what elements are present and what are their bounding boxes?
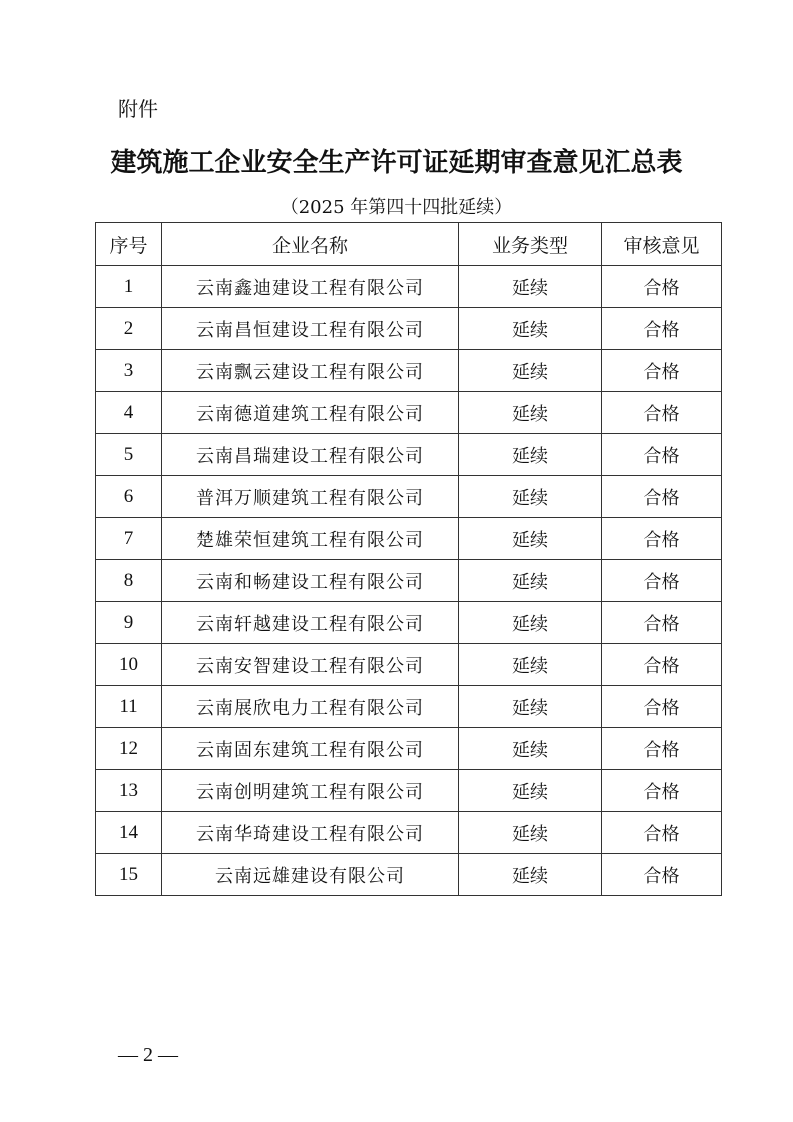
header-serial-number: 序号	[96, 223, 162, 266]
business-type-cell: 延续	[459, 812, 602, 854]
company-name-cell: 云南华琦建设工程有限公司	[162, 812, 459, 854]
business-type-cell: 延续	[459, 560, 602, 602]
document-subtitle: （2025 年第四十四批延续）	[280, 197, 513, 218]
serial-number-cell: 13	[96, 770, 162, 812]
table-row	[96, 812, 722, 854]
document-title: 建筑施工企业安全生产许可证延期审查意见汇总表	[110, 148, 683, 178]
company-name-cell: 云南安智建设工程有限公司	[162, 644, 459, 686]
serial-number-cell: 8	[96, 560, 162, 602]
company-name-cell: 楚雄荣恒建筑工程有限公司	[162, 518, 459, 560]
business-type-cell: 延续	[459, 308, 602, 350]
serial-number-cell: 9	[96, 602, 162, 644]
table-row	[96, 686, 722, 728]
table-row	[96, 266, 722, 308]
company-name-cell: 云南昌瑞建设工程有限公司	[162, 434, 459, 476]
business-type-cell: 延续	[459, 266, 602, 308]
table-row	[96, 392, 722, 434]
company-name-cell: 云南鑫迪建设工程有限公司	[162, 266, 459, 308]
business-type-cell: 延续	[459, 686, 602, 728]
serial-number-cell: 2	[96, 308, 162, 350]
serial-number-cell: 4	[96, 392, 162, 434]
business-type-cell: 延续	[459, 602, 602, 644]
review-opinion-cell: 合格	[602, 518, 722, 560]
review-opinion-cell: 合格	[602, 392, 722, 434]
company-name-cell: 云南远雄建设有限公司	[162, 854, 459, 896]
review-opinion-cell: 合格	[602, 350, 722, 392]
table-row	[96, 728, 722, 770]
company-name-cell: 云南飘云建设工程有限公司	[162, 350, 459, 392]
header-business-type: 业务类型	[459, 223, 602, 266]
business-type-cell: 延续	[459, 644, 602, 686]
table-row	[96, 308, 722, 350]
business-type-cell: 延续	[459, 728, 602, 770]
review-opinion-cell: 合格	[602, 770, 722, 812]
table-row	[96, 476, 722, 518]
serial-number-cell: 14	[96, 812, 162, 854]
serial-number-cell: 15	[96, 854, 162, 896]
company-name-cell: 云南固东建筑工程有限公司	[162, 728, 459, 770]
company-name-cell: 云南昌恒建设工程有限公司	[162, 308, 459, 350]
table-row	[96, 434, 722, 476]
review-opinion-cell: 合格	[602, 812, 722, 854]
table-row	[96, 644, 722, 686]
header-company-name: 企业名称	[162, 223, 459, 266]
company-name-cell: 云南创明建筑工程有限公司	[162, 770, 459, 812]
page-number: — 2 —	[118, 1044, 178, 1066]
table-row	[96, 350, 722, 392]
serial-number-cell: 10	[96, 644, 162, 686]
review-opinion-cell: 合格	[602, 308, 722, 350]
serial-number-cell: 5	[96, 434, 162, 476]
company-name-cell: 普洱万顺建筑工程有限公司	[162, 476, 459, 518]
review-opinion-cell: 合格	[602, 560, 722, 602]
table-row	[96, 854, 722, 896]
review-opinion-cell: 合格	[602, 686, 722, 728]
table-row	[96, 560, 722, 602]
company-name-cell: 云南轩越建设工程有限公司	[162, 602, 459, 644]
company-name-cell: 云南展欣电力工程有限公司	[162, 686, 459, 728]
business-type-cell: 延续	[459, 518, 602, 560]
review-opinion-cell: 合格	[602, 434, 722, 476]
table-row	[96, 518, 722, 560]
header-review-opinion: 审核意见	[602, 223, 722, 266]
table-row	[96, 770, 722, 812]
review-opinion-cell: 合格	[602, 476, 722, 518]
serial-number-cell: 1	[96, 266, 162, 308]
business-type-cell: 延续	[459, 392, 602, 434]
review-opinion-cell: 合格	[602, 728, 722, 770]
serial-number-cell: 7	[96, 518, 162, 560]
table-header-row	[96, 223, 722, 266]
attachment-label: 附件	[118, 97, 158, 121]
business-type-cell: 延续	[459, 350, 602, 392]
business-type-cell: 延续	[459, 476, 602, 518]
review-opinion-cell: 合格	[602, 854, 722, 896]
serial-number-cell: 12	[96, 728, 162, 770]
company-name-cell: 云南和畅建设工程有限公司	[162, 560, 459, 602]
review-summary-table	[95, 222, 722, 896]
serial-number-cell: 11	[96, 686, 162, 728]
review-opinion-cell: 合格	[602, 644, 722, 686]
serial-number-cell: 6	[96, 476, 162, 518]
table-row	[96, 602, 722, 644]
review-opinion-cell: 合格	[602, 266, 722, 308]
business-type-cell: 延续	[459, 854, 602, 896]
business-type-cell: 延续	[459, 434, 602, 476]
company-name-cell: 云南德道建筑工程有限公司	[162, 392, 459, 434]
business-type-cell: 延续	[459, 770, 602, 812]
serial-number-cell: 3	[96, 350, 162, 392]
review-opinion-cell: 合格	[602, 602, 722, 644]
